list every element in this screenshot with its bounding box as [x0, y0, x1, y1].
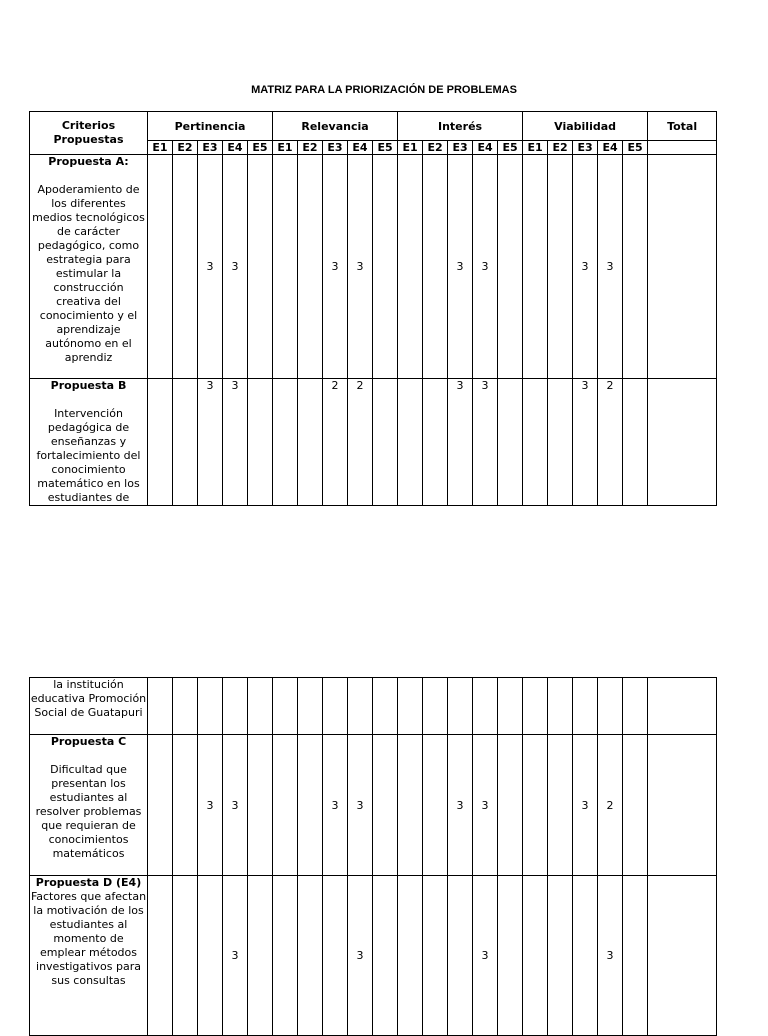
score-cell [273, 876, 298, 1036]
proposal-description: la institución educativa Promoción Social de Guatapuri [30, 678, 147, 719]
proposal-title: Propuesta A: [48, 155, 129, 168]
score-cell [298, 379, 323, 506]
score-cell [523, 678, 548, 735]
score-cell [348, 678, 373, 735]
total-header: Total [648, 112, 717, 141]
table-row-propuesta-a [30, 155, 717, 379]
score-cell: 3 [198, 155, 223, 379]
score-cell [173, 735, 198, 876]
subcol-e4: E4 [598, 141, 623, 155]
score-cell [398, 678, 423, 735]
proposal-description: Apoderamiento de los diferentes medios tecnológicos de carácter pedagógico, como estrategia para estimular la construcción creativa del conocimiento y el aprendizaje autónomo en el aprendiz [32, 183, 145, 364]
score-cell [423, 876, 448, 1036]
score-cell: 3 [223, 155, 248, 379]
score-cell [248, 379, 273, 506]
subcol-e3: E3 [323, 141, 348, 155]
score-cell [373, 155, 398, 379]
proposal-cell [30, 155, 148, 379]
score-cell: 3 [473, 379, 498, 506]
score-cell [548, 155, 573, 379]
score-cell [623, 155, 648, 379]
score-cell [623, 876, 648, 1036]
subcol-e3: E3 [573, 141, 598, 155]
score-cell [473, 678, 498, 735]
score-cell: 3 [323, 155, 348, 379]
score-cell [423, 678, 448, 735]
score-cell: 3 [473, 876, 498, 1036]
score-cell [248, 678, 273, 735]
score-cell [398, 735, 423, 876]
subcol-e5: E5 [248, 141, 273, 155]
group-header-interes: Interés [398, 112, 523, 141]
proposal-description: Factores que afectan la motivación de los estudiantes al momento de emplear métodos investigativos para sus consultas [30, 890, 147, 987]
score-cell [498, 379, 523, 506]
score-cell [373, 379, 398, 506]
table-row-propuesta-d [30, 876, 717, 1036]
score-cell [423, 735, 448, 876]
score-cell: 3 [198, 735, 223, 876]
score-cell [373, 678, 398, 735]
score-cell: 3 [473, 735, 498, 876]
score-cell [573, 876, 598, 1036]
subcol-e5: E5 [373, 141, 398, 155]
score-cell: 2 [598, 379, 623, 506]
proposal-cell [30, 379, 148, 506]
score-cell [323, 876, 348, 1036]
score-cell [398, 876, 423, 1036]
subcol-e4: E4 [348, 141, 373, 155]
score-cell [423, 155, 448, 379]
score-cell [623, 678, 648, 735]
score-cell: 2 [598, 735, 623, 876]
table-row-propuesta-b-continued [30, 678, 717, 735]
score-cell [573, 678, 598, 735]
proposal-title: Propuesta C [50, 735, 127, 748]
score-cell [173, 379, 198, 506]
score-cell [373, 735, 398, 876]
score-cell: 3 [573, 155, 598, 379]
subcol-e2: E2 [548, 141, 573, 155]
score-cell [623, 379, 648, 506]
score-cell [523, 735, 548, 876]
score-cell [523, 379, 548, 506]
score-cell [523, 876, 548, 1036]
score-cell [498, 678, 523, 735]
subcol-e1: E1 [148, 141, 173, 155]
proposal-cell [30, 876, 148, 1036]
score-cell [373, 876, 398, 1036]
score-cell: 3 [598, 155, 623, 379]
score-cell [448, 678, 473, 735]
subcol-e4: E4 [473, 141, 498, 155]
score-cell [498, 155, 523, 379]
score-cell [148, 735, 173, 876]
subcol-e2: E2 [423, 141, 448, 155]
score-cell [273, 379, 298, 506]
score-cell [398, 155, 423, 379]
proposal-title: Propuesta B [50, 379, 127, 392]
score-cell [223, 678, 248, 735]
priorization-matrix-table-continued [29, 677, 717, 1036]
score-cell: 3 [323, 735, 348, 876]
total-cell [648, 379, 717, 506]
score-cell [248, 876, 273, 1036]
group-header-viabilidad: Viabilidad [523, 112, 648, 141]
score-cell: 3 [573, 379, 598, 506]
score-cell: 3 [448, 735, 473, 876]
score-cell [448, 876, 473, 1036]
score-cell [548, 678, 573, 735]
subcol-e5: E5 [623, 141, 648, 155]
score-cell [173, 155, 198, 379]
group-header-relevancia: Relevancia [273, 112, 398, 141]
document-title: MATRIZ PARA LA PRIORIZACIÓN DE PROBLEMAS [251, 84, 517, 96]
score-cell: 3 [448, 379, 473, 506]
score-cell [273, 678, 298, 735]
total-cell [648, 735, 717, 876]
table-row-propuesta-b [30, 379, 717, 506]
score-cell [623, 735, 648, 876]
score-cell [148, 379, 173, 506]
subcol-e3: E3 [198, 141, 223, 155]
subcol-e1: E1 [398, 141, 423, 155]
score-cell [598, 678, 623, 735]
subcol-e1: E1 [273, 141, 298, 155]
priorization-matrix-table [29, 111, 717, 506]
subcol-e2: E2 [173, 141, 198, 155]
subcol-e2: E2 [298, 141, 323, 155]
total-cell [648, 678, 717, 735]
score-cell [498, 876, 523, 1036]
score-cell [248, 155, 273, 379]
score-cell: 3 [223, 876, 248, 1036]
score-cell [198, 876, 223, 1036]
total-subcell [648, 141, 717, 155]
score-cell [548, 735, 573, 876]
table-row-propuesta-c [30, 735, 717, 876]
score-cell [298, 155, 323, 379]
score-cell [498, 735, 523, 876]
score-cell [198, 678, 223, 735]
total-cell [648, 876, 717, 1036]
score-cell [273, 735, 298, 876]
score-cell [298, 678, 323, 735]
subcol-e4: E4 [223, 141, 248, 155]
score-cell: 3 [598, 876, 623, 1036]
proposal-title: Propuesta D (E4) [35, 876, 142, 889]
score-cell [173, 678, 198, 735]
score-cell [173, 876, 198, 1036]
group-header-pertinencia: Pertinencia [148, 112, 273, 141]
score-cell [148, 876, 173, 1036]
score-cell: 2 [348, 379, 373, 506]
score-cell: 3 [348, 735, 373, 876]
score-cell [273, 155, 298, 379]
score-cell [148, 678, 173, 735]
score-cell: 3 [348, 155, 373, 379]
score-cell: 3 [573, 735, 598, 876]
header-row [30, 112, 717, 141]
proposal-description: Dificultad que presentan los estudiantes al resolver problemas que requieran de conocimientos matemáticos [35, 763, 142, 860]
proposal-cell [30, 735, 148, 876]
subcol-e1: E1 [523, 141, 548, 155]
score-cell: 2 [323, 379, 348, 506]
subcol-e5: E5 [498, 141, 523, 155]
score-cell: 3 [198, 379, 223, 506]
criterios-propuestas-header: Criterios Propuestas [30, 112, 148, 155]
proposal-cell [30, 678, 148, 735]
score-cell [298, 876, 323, 1036]
total-cell [648, 155, 717, 379]
score-cell [423, 379, 448, 506]
score-cell: 3 [348, 876, 373, 1036]
score-cell: 3 [223, 379, 248, 506]
score-cell [548, 876, 573, 1036]
score-cell [548, 379, 573, 506]
score-cell [148, 155, 173, 379]
score-cell [398, 379, 423, 506]
score-cell: 3 [473, 155, 498, 379]
score-cell [523, 155, 548, 379]
score-cell: 3 [223, 735, 248, 876]
score-cell [248, 735, 273, 876]
score-cell: 3 [448, 155, 473, 379]
score-cell [298, 735, 323, 876]
score-cell [323, 678, 348, 735]
proposal-description: Intervención pedagógica de enseñanzas y fortalecimiento del conocimiento matemático en los estudiantes de [36, 407, 141, 504]
subcol-e3: E3 [448, 141, 473, 155]
